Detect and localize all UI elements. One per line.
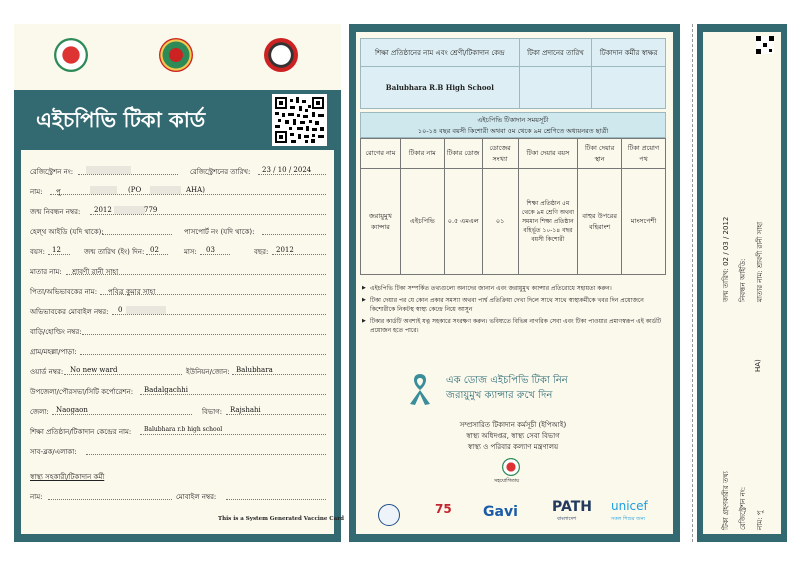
vax-header-institution: শিক্ষা প্রতিষ্ঠানের নাম এবং শ্রেণী/টিকাদান কেন্দ্র [361,39,520,67]
schedule-col-age: টিকা দেয়ার বয়স [518,139,578,169]
awareness-ribbon-icon [406,372,434,406]
house-label: বাড়ি/হোল্ডিং নম্বর: [30,328,82,336]
instructions-list [362,284,666,338]
registration-date-line [258,174,326,175]
passport-label: পাসপোর্ট নং (যদি থাকে): [184,228,255,236]
vax-cell-signature [592,67,666,109]
registration-no-value [86,166,131,174]
schedule-table [360,138,666,275]
schedule-col-dose: টিকার ডোজ [444,139,482,169]
mother-value: শ্রাবণী রানী সাহা [72,268,119,276]
month-label: মাস: [184,248,197,256]
stub-qr-icon [756,36,774,54]
health-id-line [102,234,172,235]
instruction-item: ▶ টিকা দেয়ার পর যে কোন প্রকার সমস্যা অথবা পার্শ্ব প্রতিক্রিয়া দেখা দিলে সাথে সাথে স্বাস্থ্যকর্মীকে খবর দিন প্রয়োজনে কিশোরীকে নিকটস্থ স্বাস্থ্য কেন্দ্রে নিয়ে আসুন [362,296,666,314]
schedule-cell-route: মাংসপেশী [622,169,666,275]
dob-label: জন্ম তারিখ (ইং) দিন: [84,248,145,256]
district-line [52,414,192,415]
organization-block [360,420,666,453]
ward-label: ওয়ার্ড নম্বর: [30,368,64,376]
mother-label: মাতার নাম: [30,268,62,276]
registration-no-label: রেজিস্ট্রেশন নং: [30,168,74,176]
sub-block-line [86,454,326,455]
health-id-label: হেল্থ আইডি (যদি থাকে): [30,228,104,236]
name-value-middle-2 [150,186,181,194]
gavi-logo: Gavi [483,504,518,520]
vax-cell-date [519,67,592,109]
birth-reg-value-end: 779 [144,206,158,214]
name-line [50,194,326,195]
schedule-heading-line1: এইচপিভি টিকাদান সময়সূচী [477,116,549,124]
schedule-cell-dose-count: ০১ [482,169,518,275]
dghs-logo-icon [54,38,88,72]
instruction-item: ▶ এইচপিভি টিকা সম্পর্কিত তথ্যগুলো অন্যদের জানান এবং জরায়ুমুখ ক্যান্সার প্রতিরোধে সহায়তা করুন। [362,284,666,293]
stub-dob: জন্ম তারিখ: 02 / 03 / 2012 [722,216,730,302]
worker-mobile-line [226,499,326,500]
school-label: শিক্ষা প্রতিষ্ঠান/টিকাদান কেন্দ্রের নাম: [30,428,132,436]
age-line [48,254,70,255]
registration-date-label: রেজিস্ট্রেশনের তারিখ: [190,168,251,176]
instruction-item: ▶ টিকার কার্ডটি অবশ্যই যত্ন সহকারে সংরক্ষণ করুন। ভবিষ্যতে বিভিন্ন নাগরিক সেবা এবং টিকা পাওয়ার প্রমাণস্বরূপ এই কার্ডটি প্রয়োজন হতে পারে। [362,317,666,335]
union-label: ইউনিয়ন/জোন: [186,368,230,376]
dob-year: 2012 [276,246,294,254]
upazila-value: Badalgachhi [144,386,189,394]
schedule-cell-age: শিক্ষা প্রতিষ্ঠান ৫ম থেকে ৯ম শ্রেণি অথবা সমমান শিক্ষা প্রতিষ্ঠান বহির্ভূত ১০-১৪ বছর বয়সী কিশোরী [518,169,578,275]
schedule-cell-vaccine: এইচপিভি [400,169,444,275]
stub-name-label: নাম: পু [756,510,764,530]
cta-line2: জরায়ুমুখ ক্যান্সার রুখে দিন [446,390,553,401]
sub-block-label: সাব-ব্লক/এলাকা: [30,448,77,456]
district-value: Naogaon [56,406,88,414]
cta-line1: এক ডোজ এইচপিভি টিকা নিন [446,375,568,386]
registration-date-value: 23 / 10 / 2024 [262,166,312,174]
house-line [82,334,326,335]
card-title: এইচপিভি টিকা কার্ড [36,108,206,132]
birth-reg-line [90,214,326,215]
dob-month: 03 [206,246,215,254]
path-sub: বাংলাদেশ [557,516,577,522]
district-label: জেলা: [30,408,49,416]
schedule-col-dose-count: ডোজের সংখ্যা [482,139,518,169]
stub-reg-label: রেজিস্ট্রেশন নং: [739,486,747,530]
footer-note: This is a System Generated Vaccine Card [218,516,344,522]
registration-no-line [78,174,178,175]
upazila-label: উপজেলা/পৌরসভা/সিটি কর্পোরেশন: [30,388,134,396]
schedule-col-route: টিকা প্রয়োগ পথ [622,139,666,169]
dob-year-line [272,254,326,255]
worker-heading: স্বাস্থ্য সহকারী/টিকাদান কর্মী [30,473,105,481]
school-value: Balubhara r.b high school [144,426,223,433]
worker-mobile-label: মোবাইল নম্বর: [176,493,217,501]
mobile-value-masked [126,306,166,314]
vax-cell-institution: Balubhara R.B High School [361,67,520,109]
division-line [226,414,326,415]
name-value-middle [90,186,117,194]
schedule-cell-disease: জরায়ুমুখ ক্যান্সার [361,169,401,275]
who-75-logo: 75 [435,502,452,516]
schedule-col-site: টিকা দেয়ার স্থান [578,139,622,169]
mobile-label: অভিভাবকের মোবাইল নম্বর: [30,308,109,316]
name-value-end: AHA) [186,186,205,194]
vaccination-record-table [360,38,666,109]
union-line [232,374,326,375]
age-value: 12 [52,246,61,254]
father-value: পবিত্র কুমার সাহা [108,288,156,296]
logo-strip [14,24,341,90]
school-line [140,434,326,435]
schedule-col-vaccine: টিকার নাম [400,139,444,169]
schedule-heading-line2: ১০-১৪ বছর বয়সী কিশোরী অথবা ৫ম থেকে ৯ম শ্রেণিতে অধ্যয়নরত ছাত্রী [417,127,609,135]
worker-name-label: নাম: [30,493,43,501]
stub-vaccine-info: টিকা গ্রহণকারীর তথ্য [722,471,730,530]
mis-logo-icon [378,504,400,526]
title-band [14,90,341,150]
mobile-line [112,314,326,315]
schedule-cell-site: বাহুর উপরের বহিরাংশ [578,169,622,275]
village-label: গ্রাম/মহল্লা/পাড়া: [30,348,77,356]
father-label: পিতা/অভিভাবকের নাম: [30,288,98,296]
stub-token-label: নিবন্ধন আইডি: [739,258,747,302]
unicef-logo: unicef [611,499,648,513]
division-label: বিভাগ: [202,408,223,416]
age-label: বয়স: [30,248,46,256]
mobile-value: 0 [118,306,123,314]
union-value: Balubhara [236,366,273,374]
govt-seal-icon [159,38,193,72]
stub-name-end: HA) [754,359,762,372]
path-logo: PATH [552,499,592,515]
schedule-col-disease: রোগের নাম [361,139,401,169]
qr-code-icon [272,94,327,146]
name-value-start: পু [56,188,61,196]
org-line2: স্বাস্থ্য অধিদপ্তর, স্বাস্থ্য সেবা বিভাগ [466,432,560,440]
org-line1: সম্প্রসারিত টিকাদান কর্মসূচী (ইপিআই) [459,421,567,429]
stub-mother: মাতার নাম: শ্রাবণী রানী সাহা [756,221,764,302]
dob-day-line [146,254,168,255]
unicef-sub: সকল শিশুর জন্য [611,516,646,522]
partner-logos [349,494,680,534]
schedule-heading [360,112,666,138]
epi-logo-icon [264,38,298,72]
vax-header-date: টিকা প্রদানের তারিখ [519,39,592,67]
name-label: নাম: [30,188,43,196]
passport-line [262,234,326,235]
dghs-small-logo-icon [502,458,520,476]
upazila-line [140,394,326,395]
worker-name-line [48,499,172,500]
division-value: Rajshahi [230,406,261,414]
schedule-cell-dose: ০.৫ এমএল [444,169,482,275]
name-value-paren: (PO [128,186,142,194]
support-label: সহযোগিতায় [494,478,520,484]
dob-month-line [200,254,230,255]
dob-day: 02 [150,246,159,254]
birth-reg-value-middle [114,206,145,214]
ward-line [64,374,182,375]
ward-value: No new ward [70,366,118,374]
vax-header-signature: টিকাদান কর্মীর স্বাক্ষর [592,39,666,67]
birth-reg-label: জন্ম নিবন্ধন নম্বর: [30,208,81,216]
year-label: বছর: [254,248,269,256]
village-line [80,354,326,355]
org-line3: স্বাস্থ্য ও পরিবার কল্যাণ মন্ত্রণালয় [467,443,559,451]
call-to-action [446,373,568,403]
tear-line [692,24,693,542]
birth-reg-value-start: 2012 [94,206,112,214]
